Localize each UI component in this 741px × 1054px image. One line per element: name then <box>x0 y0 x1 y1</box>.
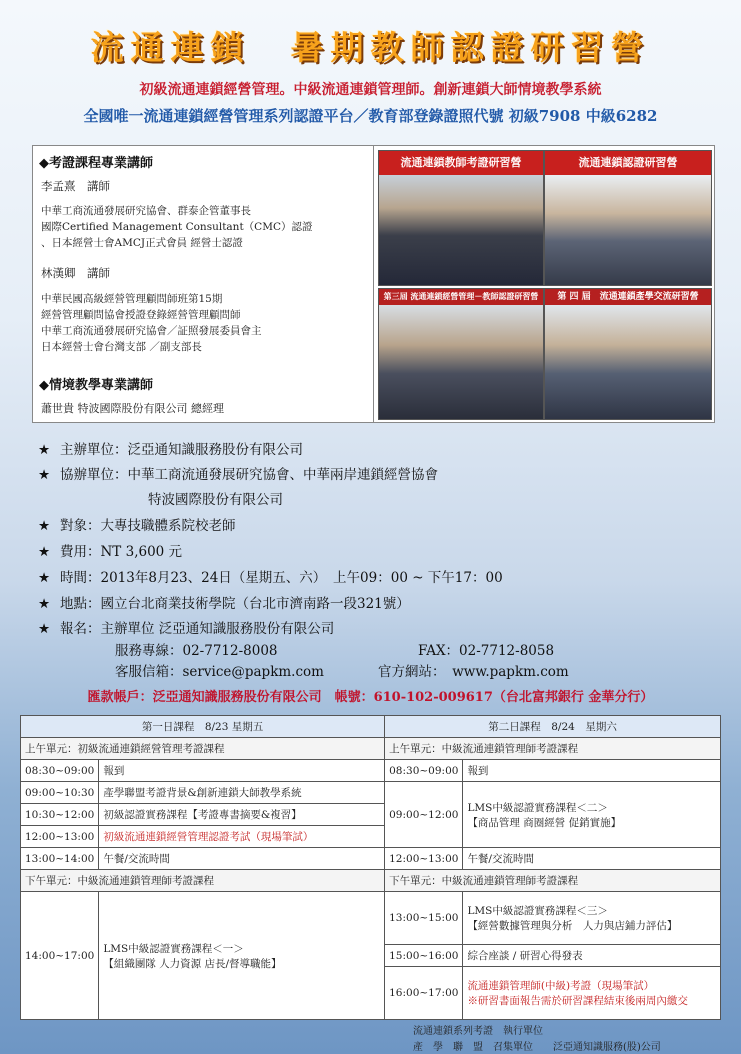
session-cell: 報到 <box>99 760 385 782</box>
subtitle-programs: 初級流通連鎖經營管理。中級流通連鎖管理師。創新連鎖大師情境教學系統 <box>139 82 602 98</box>
website-text[interactable]: 官方網站： www.papkm.com <box>378 664 569 680</box>
session-cell: 產學聯盟考證背景&創新連鎖大師教學系統 <box>99 782 385 804</box>
day1-pm-unit: 下午單元：中級流通連鎖管理師考證課程 <box>21 870 385 892</box>
time-cell: 13:00~14:00 <box>21 848 99 870</box>
table-row <box>21 870 721 892</box>
time-cell: 16:00~17:00 <box>385 967 463 1020</box>
fee-row <box>38 540 182 560</box>
co-organizer-row <box>38 463 438 483</box>
star-icon: ★ <box>38 596 51 612</box>
time-cell: 09:00~12:00 <box>385 782 463 848</box>
group-photo-1 <box>378 150 544 286</box>
session-cell <box>463 892 721 945</box>
bank-account: 匯款帳戶：泛亞通知識服務股份有限公司 帳號：610-102-009617（台北富邦銀行 金華分行） <box>87 690 654 705</box>
teachers-panel <box>32 145 374 423</box>
organizer-text: 主辦單位：泛亞通知識服務股份有限公司 <box>60 442 303 458</box>
phone-text: 服務專線：02-7712-8008 <box>115 643 278 659</box>
session-line: LMS中級認證實務課程＜三＞ <box>467 905 608 917</box>
place-row <box>38 592 410 612</box>
time-cell: 15:00~16:00 <box>385 945 463 967</box>
teacher2-line: 經營管理顧問協會授證登錄經營管理顧問師 <box>41 309 241 321</box>
subtitle-certification: 全國唯一流通連鎖經營管理系列認證平台／教育部登錄證照代號 初級7908 中級6282 <box>83 107 658 125</box>
time-text: 時間：2013年8月23、24日（星期五、六） 上午09：00 ~ 下午17：00 <box>60 570 503 586</box>
table-row <box>21 782 721 804</box>
exam-teachers-heading: ◆考證課程專業講師 <box>39 156 153 171</box>
time-cell: 14:00~17:00 <box>21 892 99 1020</box>
place-text: 地點：國立台北商業技術學院（台北市濟南路一段321號） <box>60 596 410 612</box>
table-row <box>21 738 721 760</box>
teacher3-line: 蕭世貴 特波國際股份有限公司 總經理 <box>41 402 224 415</box>
session-cell: 午餐/交流時間 <box>463 848 721 870</box>
session-line: 流通連鎖管理師(中級)考證（現場筆試） <box>467 980 655 992</box>
footer-line: 流通連鎖系列考證 執行單位 <box>413 1026 543 1037</box>
session-line: 【組織團隊 人力資源 店長/督導職能】 <box>103 957 282 970</box>
table-row <box>21 848 721 870</box>
session-cell: 報到 <box>463 760 721 782</box>
session-line: LMS中級認證實務課程＜一＞ <box>103 942 244 955</box>
time-cell: 12:00~13:00 <box>385 848 463 870</box>
register-text: 報名：主辦單位 泛亞通知識服務股份有限公司 <box>60 621 335 637</box>
fax-text: FAX：02-7712-8058 <box>418 643 555 659</box>
day2-pm-unit: 下午單元：中級流通連鎖管理師考證課程 <box>385 870 721 892</box>
footer-line: 產 學 聯 盟 召集單位 泛亞通知識服務(股)公司 <box>413 1042 661 1053</box>
scenario-teachers-heading: ◆情境教學專業講師 <box>39 378 153 393</box>
teacher1-line: 中華工商流通發展研究協會、群泰企管董事長 <box>41 205 251 217</box>
session-line: 【經營數據管理與分析 人力與店鋪力評估】 <box>467 920 678 932</box>
time-cell: 10:30~12:00 <box>21 804 99 826</box>
teacher1-line: 國際Certified Management Consultant（CMC）認證 <box>41 221 313 233</box>
photos-panel <box>373 145 715 423</box>
table-row <box>21 760 721 782</box>
session-line: ※研習書面報告需於研習課程結束後兩周內繳交 <box>467 995 688 1007</box>
target-text: 對象：大專技職體系院校老師 <box>60 518 236 534</box>
teacher2-line: 日本經營士會台灣支部 ／副支部長 <box>41 341 202 353</box>
email-text[interactable]: 客服信箱：service@papkm.com <box>115 664 324 680</box>
session-cell: 綜合座談 / 研習心得發表 <box>463 945 721 967</box>
day2-header: 第二日課程 8/24 星期六 <box>385 716 721 738</box>
group-photo-2 <box>544 150 712 286</box>
teacher1-line: 、日本經營士會AMCJ正式會員 經營士認證 <box>41 237 243 249</box>
time-row <box>38 566 503 586</box>
star-icon: ★ <box>38 518 51 534</box>
page-title: 流通連鎖 暑期教師認證研習營 <box>90 28 651 67</box>
session-cell: 初級認證實務課程【考證專書摘要&複習】 <box>99 804 385 826</box>
time-cell: 13:00~15:00 <box>385 892 463 945</box>
time-cell: 12:00~13:00 <box>21 826 99 848</box>
photo-caption: 第三屆 流通連鎖經營管理－教師認證研習營 <box>379 289 543 305</box>
session-cell <box>99 892 385 1020</box>
time-cell: 08:30~09:00 <box>21 760 99 782</box>
fee-text: 費用：NT 3,600 元 <box>60 544 183 560</box>
session-cell: 初級流通連鎖經營管理認證考試（現場筆試） <box>99 826 385 848</box>
register-row <box>38 617 334 637</box>
day1-am-unit: 上午單元：初級流通連鎖經營管理考證課程 <box>21 738 385 760</box>
star-icon: ★ <box>38 544 51 560</box>
time-cell: 08:30~09:00 <box>385 760 463 782</box>
star-icon: ★ <box>38 621 51 637</box>
session-cell <box>463 782 721 848</box>
photo-caption: 流通連鎖教師考證研習營 <box>379 151 543 175</box>
teacher2-line: 中華工商流通發展研究協會／証照發展委員會主 <box>41 325 262 337</box>
photo-caption: 第 四 屆 流通連鎖產學交流研習營 <box>545 289 711 305</box>
session-line: 【商品管理 商圈經營 促銷實施】 <box>467 816 622 829</box>
teacher2-name: 林漢卿 講師 <box>41 266 110 280</box>
teacher2-line: 中華民國高級經營管理顧問師班第15期 <box>41 293 223 305</box>
star-icon: ★ <box>38 467 51 483</box>
group-photo-4 <box>544 288 712 420</box>
group-photo-3 <box>378 288 544 420</box>
star-icon: ★ <box>38 570 51 586</box>
day2-am-unit: 上午單元：中級流通連鎖管理師考證課程 <box>385 738 721 760</box>
table-row <box>21 716 721 738</box>
schedule-table <box>20 715 721 1020</box>
session-cell: 午餐/交流時間 <box>99 848 385 870</box>
session-cell <box>463 967 721 1020</box>
co-organizer-row-2: 特波國際股份有限公司 <box>148 492 283 508</box>
teacher1-name: 李孟熹 講師 <box>41 179 110 193</box>
target-row <box>38 514 236 534</box>
day1-header: 第一日課程 8/23 星期五 <box>21 716 385 738</box>
organizer-row <box>38 438 303 458</box>
photo-caption: 流通連鎖認證研習營 <box>545 151 711 175</box>
time-cell: 09:00~10:30 <box>21 782 99 804</box>
star-icon: ★ <box>38 442 51 458</box>
co-organizer-text: 協辦單位：中華工商流通發展研究協會、中華兩岸連鎖經營協會 <box>60 467 438 483</box>
session-line: LMS中級認證實務課程＜二＞ <box>467 801 608 814</box>
